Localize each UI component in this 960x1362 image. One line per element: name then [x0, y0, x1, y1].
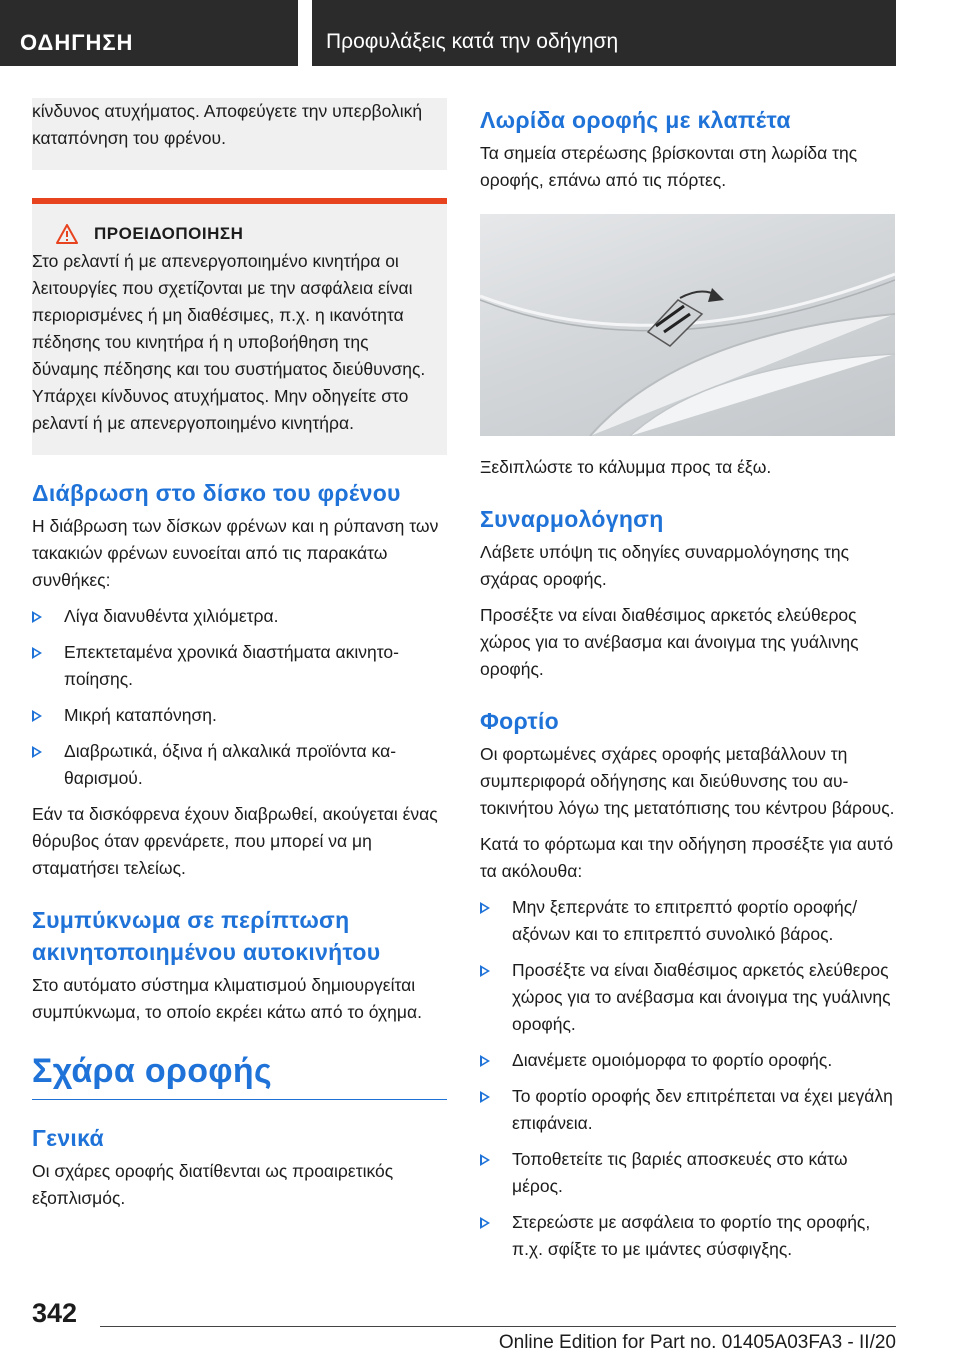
- triangle-bullet-icon: [32, 746, 42, 758]
- load-list: [480, 894, 895, 1263]
- list-item: Προσέξτε να είναι διαθέσιμος αρκετός ελεύθερος χώρος για το ανέβασμα και άνοιγμα της γυάλινης οροφής.: [480, 957, 895, 1038]
- load-text-1: Οι φορτωμένες σχάρες οροφής μεταβάλλουν τη συμπεριφορά οδήγησης και διεύθυνσης του αυτοκινήτου λόγω της μετατόπισης του κέντρου βάρους.: [480, 744, 895, 818]
- list-item: Τοποθετείτε τις βαριές αποσκευές στο κάτω μέρος.: [480, 1146, 895, 1200]
- warning-title: ΠΡΟΕΙΔΟΠΟΙΗΣΗ: [94, 224, 244, 243]
- list-item: Μην ξεπερνάτε το επιτρεπτό φορτίο οροφής/ αξόνων και το επιτρεπτό συνολικό βάρος.: [480, 894, 895, 948]
- warning-box: [32, 198, 447, 455]
- corrosion-list: [32, 603, 447, 792]
- strip-caption: Ξεδιπλώστε το κάλυμμα προς τα έξω.: [480, 457, 772, 477]
- assembly-text-2: Προσέξτε να είναι διαθέσιμος αρκετός ελεύθερος χώρος για το ανέβασμα και άνοιγμα της γυάλινης οροφής.: [480, 605, 859, 679]
- triangle-bullet-icon: [480, 902, 490, 914]
- list-item: Επεκτεταμένα χρονικά διαστήματα ακινητοποίησης.: [32, 639, 447, 693]
- triangle-bullet-icon: [480, 1091, 490, 1103]
- triangle-bullet-icon: [480, 1217, 490, 1229]
- list-item: Διαβρωτικά, όξινα ή αλκαλικά προϊόντα καθαρισμού.: [32, 738, 447, 792]
- right-column: [480, 98, 895, 1272]
- intro-text: κίνδυνος ατυχήματος. Αποφεύγετε την υπερβολική καταπόνηση του φρένου.: [32, 101, 423, 148]
- triangle-bullet-icon: [32, 710, 42, 722]
- warning-heading: [62, 224, 437, 244]
- corrosion-heading: Διάβρωση στο δίσκο του φρένου: [32, 480, 401, 506]
- intro-box: [32, 98, 447, 170]
- triangle-bullet-icon: [480, 1154, 490, 1166]
- condensation-heading: Συμπύκνωμα σε περίπτωση ακινητοποιημένου αυτοκινήτου: [32, 907, 381, 965]
- assembly-heading: Συναρμολόγηση: [480, 506, 664, 532]
- triangle-bullet-icon: [32, 647, 42, 659]
- warning-triangle-icon: [56, 224, 78, 244]
- strip-text: Τα σημεία στερέωσης βρίσκονται στη λωρίδα της οροφής, επάνω από τις πόρτες.: [480, 143, 858, 190]
- load-heading: Φορτίο: [480, 708, 560, 734]
- corrosion-after-text: Εάν τα δισκόφρενα έχουν διαβρωθεί, ακούγεται ένας θόρυβος όταν φρενάρετε, που μπορεί να μη σταματήσει τελείως.: [32, 804, 438, 878]
- condensation-text: Στο αυτόματο σύστημα κλιματισμού δημιουργείται συμπύκνωμα, το οποίο εκρέει κάτω από το όχημα.: [32, 975, 422, 1022]
- general-heading: Γενικά: [32, 1125, 104, 1151]
- page-number: 342: [32, 1298, 78, 1328]
- list-item: Λίγα διανυθέντα χιλιόμετρα.: [32, 603, 447, 630]
- list-item: Το φορτίο οροφής δεν επιτρέπεται να έχει μεγάλη επιφάνεια.: [480, 1083, 895, 1137]
- triangle-bullet-icon: [480, 965, 490, 977]
- footer-divider: [100, 1326, 896, 1327]
- list-item: Μικρή καταπόνηση.: [32, 702, 447, 729]
- load-text-2: Κατά το φόρτωμα και την οδήγηση προσέξτε για αυτό τα ακόλουθα:: [480, 834, 894, 881]
- general-text: Οι σχάρες οροφής διατίθενται ως προαιρετικός εξοπλισμός.: [32, 1161, 394, 1208]
- assembly-text-1: Λάβετε υπόψη τις οδηγίες συναρμολόγησης της σχάρας οροφής.: [480, 542, 850, 589]
- strip-heading: Λωρίδα οροφής με κλαπέτα: [480, 107, 791, 133]
- warning-text: Στο ρελαντί ή με απενεργοποιημένο κινητήρα οι λειτουργίες που σχετίζονται με την ασφάλεια είναι περιορισμένες ή μη διαθέσιμες, π.χ. η ικανότητα πέδησης του κινητήρα ή η υποβοήθηση της δύναμης πέδησης και του συστήματος διεύθυνσης. Υπάρχει κίνδυνος ατυχήματος. Μην οδηγείτε στο ρελαντί ή με απενεργοποιημένο κινητήρα.: [32, 251, 426, 433]
- list-item: Διανέμετε ομοιόμορφα το φορτίο οροφής.: [480, 1047, 895, 1074]
- edition-text: Online Edition for Part no. 01405A03FA3 - II/20: [498, 1332, 896, 1353]
- left-column: [32, 98, 447, 1221]
- section-title: ΟΔΗΓΗΣΗ: [0, 0, 298, 66]
- chapter-title: Προφυλάξεις κατά την οδήγηση: [312, 0, 896, 66]
- triangle-bullet-icon: [480, 1055, 490, 1067]
- page-header: [0, 0, 960, 66]
- corrosion-text: Η διάβρωση των δίσκων φρένων και η ρύπανση των τακακιών φρένων ευνοείται από τις παρακάτω συνθήκες:: [32, 516, 439, 590]
- list-item: Στερεώστε με ασφάλεια το φορτίο της οροφής, π.χ. σφίξτε το με ιμάντες σύσφιγξης.: [480, 1209, 895, 1263]
- roof-strip-photo: [480, 214, 895, 436]
- triangle-bullet-icon: [32, 611, 42, 623]
- roof-strip-illustration: [480, 214, 895, 436]
- roofrack-heading: Σχάρα οροφής: [32, 1052, 447, 1100]
